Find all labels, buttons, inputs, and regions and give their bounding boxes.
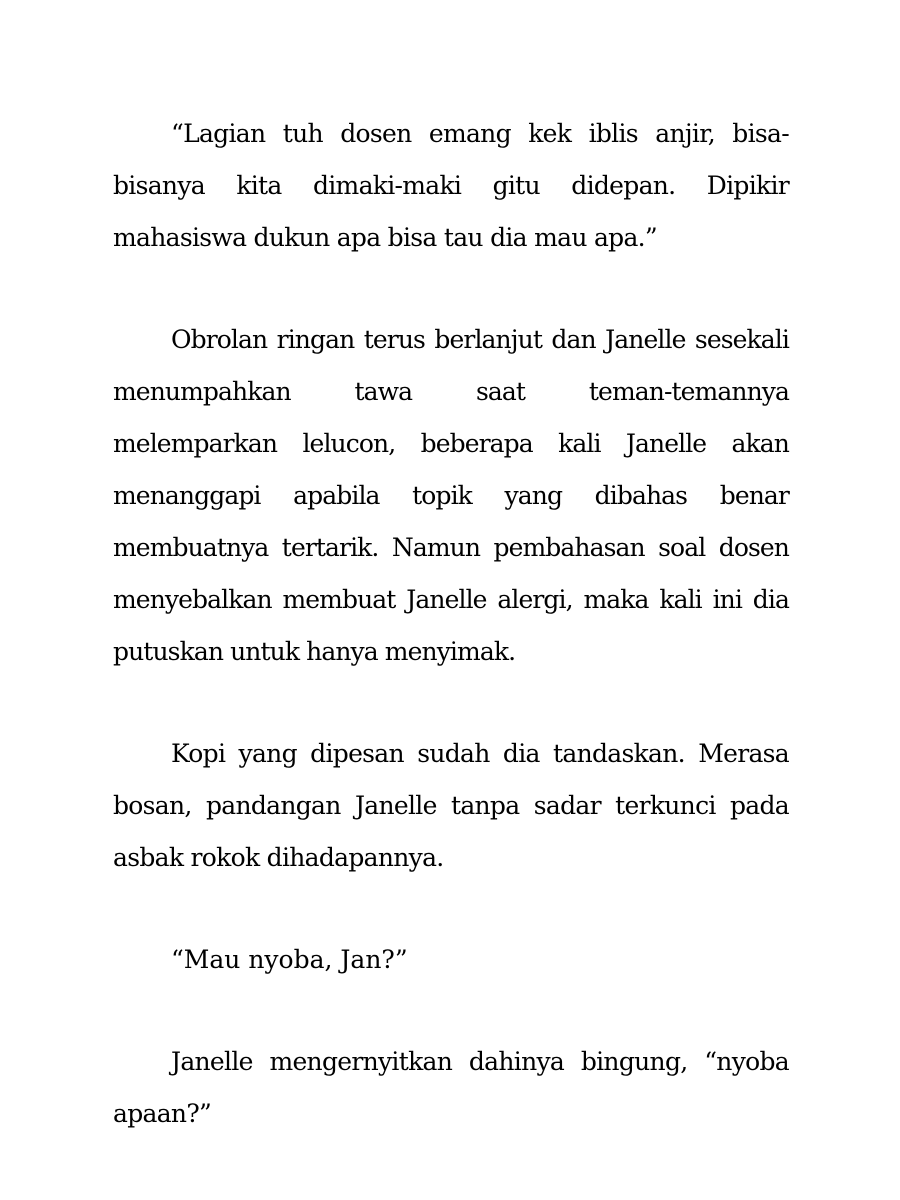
paragraph-dialogue-offer: “Mau nyoba, Jan?” — [171, 945, 408, 974]
paragraph-conversation: Obrolan ringan terus berlanjut dan Janelle sesekali menumpahkan tawa saat teman-temannya melemparkan lelucon, beberapa kali Janelle akan menanggapi apabila topik yang dibahas benar membuatnya tertarik. Namun pembahasan soal dosen menyebalkan membuat Janelle alergi, maka kali ini dia putuskan untuk hanya menyimak. — [113, 325, 789, 666]
paragraph-dialogue-reply: Janelle mengernyitkan dahinya bingung, “nyoba apaan?” — [113, 1047, 789, 1128]
paragraph-coffee: Kopi yang dipesan sudah dia tandaskan. Merasa bosan, pandangan Janelle tanpa sadar terkunci pada asbak rokok dihadapannya. — [113, 739, 789, 872]
paragraph-quote-lecturer: “Lagian tuh dosen emang kek iblis anjir, bisa-bisanya kita dimaki-maki gitu didepan. Dipikir mahasiswa dukun apa bisa tau dia mau apa.” — [113, 119, 789, 252]
document-page — [113, 108, 789, 1190]
